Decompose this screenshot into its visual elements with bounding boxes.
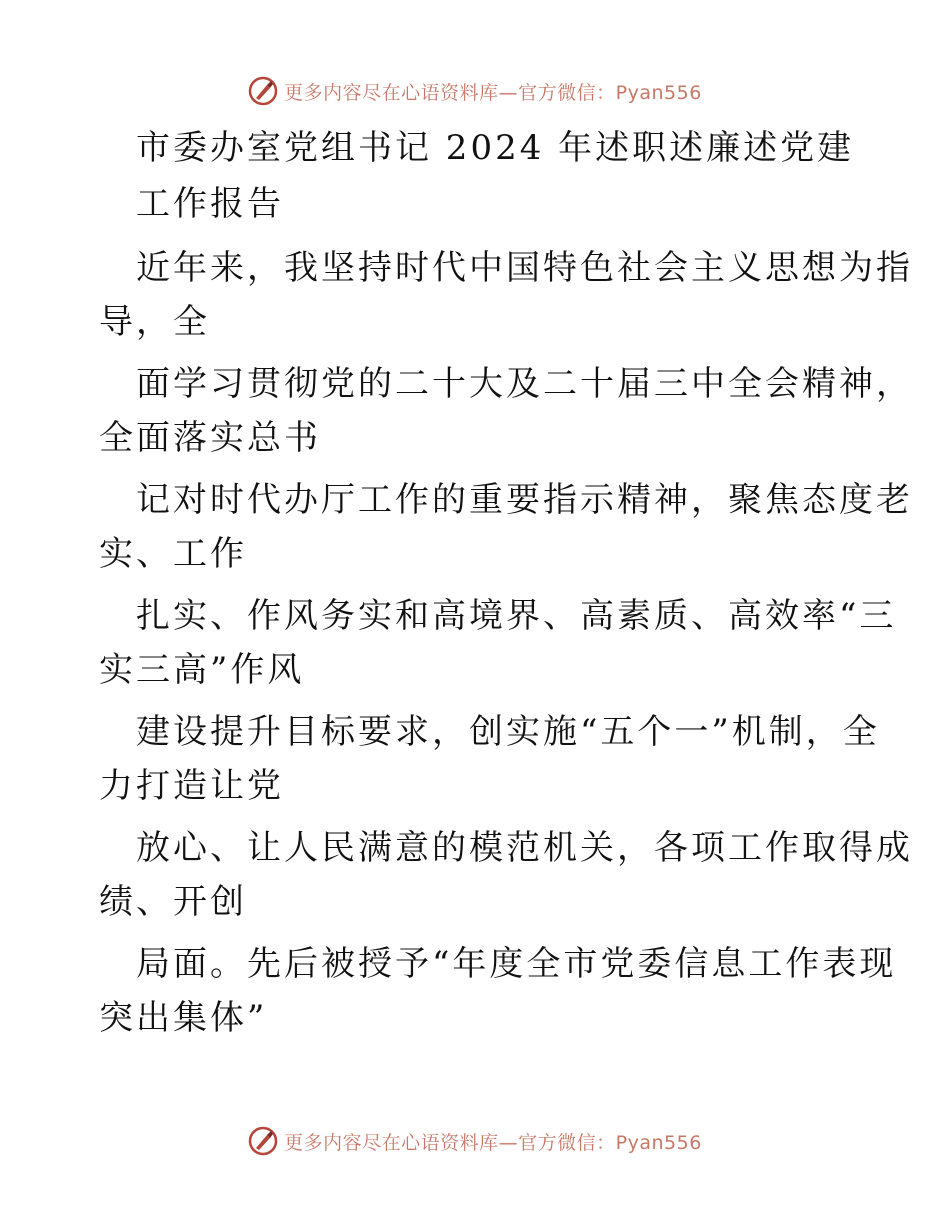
paragraph-line: 力打造让党	[99, 766, 284, 806]
footer-watermark	[0, 1121, 950, 1161]
paragraph-line: 突出集体”	[99, 998, 268, 1038]
paragraph-line: 建设提升目标要求，创实施“五个一”机制，全	[136, 712, 880, 752]
paragraph-line: 导，全	[99, 302, 210, 342]
paragraph-line: 近年来，我坚持时代中国特色社会主义思想为指	[136, 248, 913, 288]
paragraph-line: 全面落实总书	[99, 418, 321, 458]
pen-logo-icon	[248, 76, 278, 106]
paragraph-line: 局面。先后被授予“年度全市党委信息工作表现	[136, 944, 897, 984]
paragraph-line: 面学习贯彻党的二十大及二十届三中全会精神，	[136, 364, 913, 404]
watermark-text: 更多内容尽在心语资料库—官方微信：Pyan556	[284, 81, 702, 104]
paragraph-line: 实、工作	[99, 534, 247, 574]
pen-logo-icon	[248, 1126, 278, 1156]
header-watermark	[0, 71, 950, 111]
paragraph-line: 扎实、作风务实和高境界、高素质、高效率“三	[136, 596, 897, 636]
paragraph-line: 放心、让人民满意的模范机关，各项工作取得成	[136, 828, 913, 868]
title-line-2: 工作报告	[136, 184, 284, 224]
paragraph-line: 记对时代办厅工作的重要指示精神，聚焦态度老	[136, 480, 913, 520]
title-line-1: 市委办室党组书记 2024 年述职述廉述党建	[136, 128, 855, 168]
paragraph-line: 实三高”作风	[99, 650, 305, 690]
watermark-text: 更多内容尽在心语资料库—官方微信：Pyan556	[284, 1131, 702, 1154]
paragraph-line: 绩、开创	[99, 882, 247, 922]
